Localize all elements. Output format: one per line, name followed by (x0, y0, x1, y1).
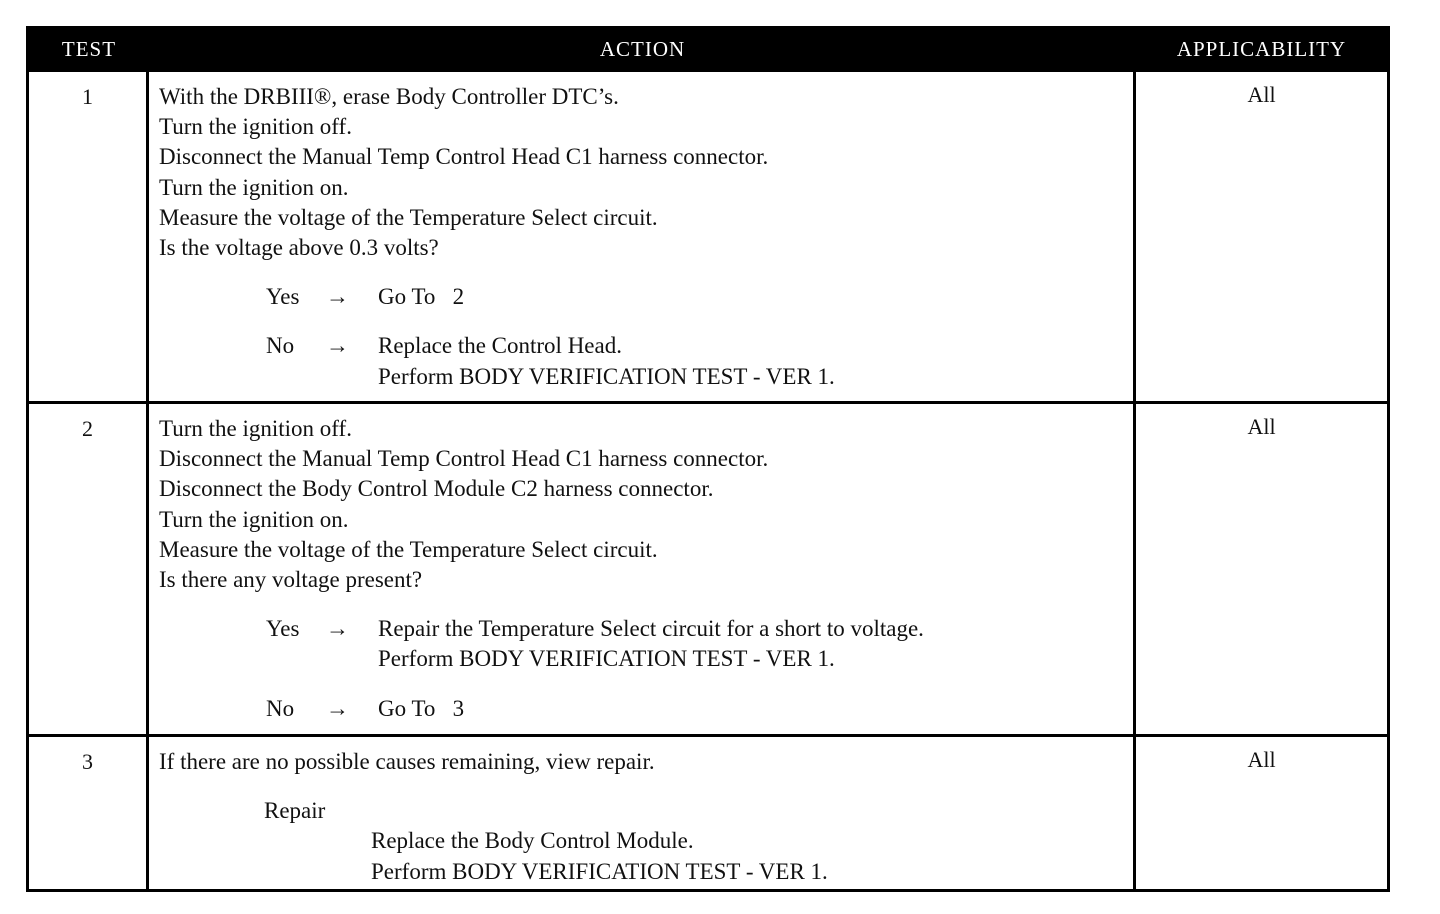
action-step: With the DRBIII®, erase Body Controller DTC’s. (159, 84, 619, 109)
arrow-icon: → (326, 695, 349, 721)
test-number: 2 (29, 404, 149, 734)
action-step: Is the voltage above 0.3 volts? (159, 235, 439, 261)
repair-step: Perform BODY VERIFICATION TEST - VER 1. (371, 858, 828, 884)
repair-label: Repair (264, 798, 326, 824)
action-step: Measure the voltage of the Temperature Select circuit. (159, 204, 658, 230)
header-test: TEST (61, 36, 117, 61)
outcome-text: Perform BODY VERIFICATION TEST - VER 1. (378, 363, 835, 389)
outcome-text: Perform BODY VERIFICATION TEST - VER 1. (378, 646, 835, 672)
applicability-value: All (1247, 747, 1276, 772)
yes-outcome (159, 614, 1123, 674)
action-step: If there are no possible causes remaining, view repair. (159, 749, 655, 774)
action-step: Disconnect the Manual Temp Control Head C1 harness connector. (159, 144, 769, 170)
diagnostic-table (26, 26, 1390, 892)
header-action: ACTION (599, 36, 686, 61)
applicability-value: All (1247, 82, 1276, 107)
applicability-value: All (1247, 414, 1276, 439)
repair-block (159, 796, 1123, 887)
outcome-text: Replace the Control Head. (378, 333, 622, 359)
action-step: Is there any voltage present? (159, 567, 423, 593)
action-step: Turn the ignition on. (159, 506, 349, 532)
test-number: 1 (29, 72, 149, 401)
table-header (29, 29, 1387, 69)
table-row (29, 401, 1387, 734)
action-cell (149, 737, 1136, 889)
yes-label: Yes (266, 616, 300, 642)
header-applicability: APPLICABILITY (1176, 36, 1347, 61)
table-row (29, 734, 1387, 889)
outcome-text: Go To 2 (378, 284, 465, 310)
table-row (29, 69, 1387, 401)
action-cell (149, 404, 1136, 734)
action-step: Turn the ignition off. (159, 416, 352, 441)
arrow-icon: → (326, 333, 349, 359)
test-number: 3 (29, 737, 149, 889)
action-step: Disconnect the Manual Temp Control Head C1 harness connector. (159, 446, 769, 472)
outcome-text: Repair the Temperature Select circuit for a short to voltage. (378, 616, 924, 642)
action-step: Turn the ignition off. (159, 114, 352, 140)
action-cell (149, 72, 1136, 401)
arrow-icon: → (326, 616, 349, 642)
outcome-text: Go To 3 (378, 695, 465, 721)
arrow-icon: → (326, 284, 349, 310)
no-outcome (159, 331, 1123, 391)
no-label: No (266, 695, 295, 721)
action-step: Turn the ignition on. (159, 174, 349, 200)
repair-step: Replace the Body Control Module. (371, 828, 694, 854)
yes-label: Yes (266, 284, 300, 310)
yes-outcome (159, 282, 1123, 312)
action-step: Disconnect the Body Control Module C2 harness connector. (159, 476, 714, 502)
no-outcome (159, 694, 1123, 724)
action-step: Measure the voltage of the Temperature Select circuit. (159, 536, 658, 562)
no-label: No (266, 333, 295, 359)
